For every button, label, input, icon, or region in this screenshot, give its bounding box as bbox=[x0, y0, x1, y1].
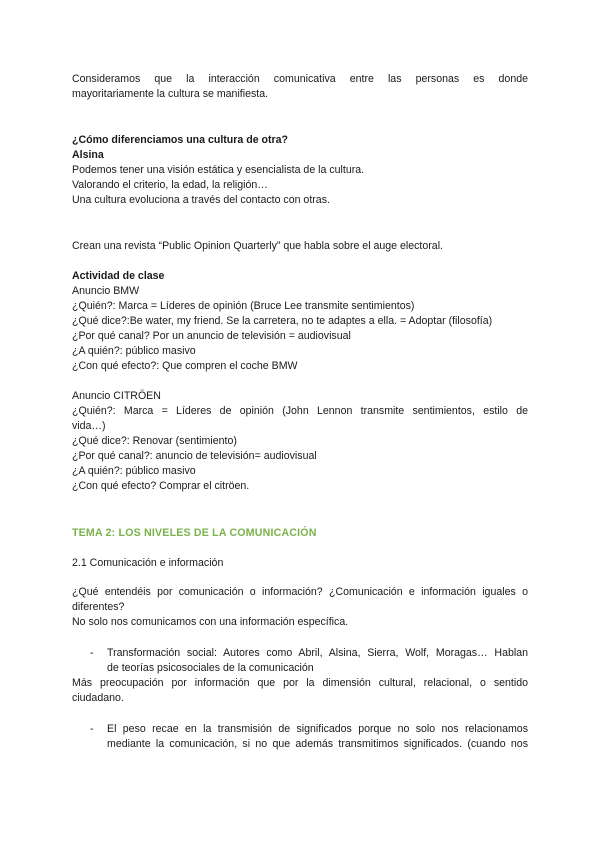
section-line: Podemos tener una visión estática y esencialista de la cultura. bbox=[72, 164, 365, 176]
subsection-title: 2.1 Comunicación e información bbox=[72, 557, 224, 569]
citroen-line: ¿Qué dice?: Renovar (sentimiento) bbox=[72, 435, 237, 447]
activity-heading: Actividad de clase bbox=[72, 270, 165, 282]
bmw-line: ¿Qué dice?:Be water, my friend. Se la carretera, no te adaptes a ella. = Adoptar (filosofía) bbox=[72, 315, 493, 327]
intro-line-2: mayoritariamente la cultura se manifiesta. bbox=[72, 88, 269, 100]
section-line: Valorando el criterio, la edad, la religión… bbox=[72, 179, 268, 191]
bmw-line: Anuncio BMW bbox=[72, 285, 140, 297]
citroen-who-line-1: ¿Quién?: Marca = Líderes de opinión (John Lennon transmite sentimientos, estilo de bbox=[72, 405, 528, 417]
bmw-line: ¿Quién?: Marca = Líderes de opinión (Bruce Lee transmite sentimientos) bbox=[72, 300, 415, 312]
paragraph-line-2: ciudadano. bbox=[72, 692, 124, 704]
paragraph-line-1: Más preocupación por información que por la dimensión cultural, relacional, o sentido bbox=[72, 677, 528, 689]
bmw-line: ¿A quién?: público masivo bbox=[72, 345, 196, 357]
question-line-1: ¿Qué entendéis por comunicación o información? ¿Comunicación e información iguales o bbox=[72, 586, 528, 598]
citroen-title: Anuncio CITRÖEN bbox=[72, 390, 161, 402]
section-line: Una cultura evoluciona a través del contacto con otras. bbox=[72, 194, 330, 206]
bmw-line: ¿Con qué efecto?: Que compren el coche BMW bbox=[72, 360, 298, 372]
question-line-2: diferentes? bbox=[72, 601, 125, 613]
bmw-line: ¿Por qué canal? Por un anuncio de televisión = audiovisual bbox=[72, 330, 351, 342]
bullet-marker: - bbox=[90, 647, 94, 659]
question-line-3: No solo nos comunicamos con una información específica. bbox=[72, 616, 349, 628]
section-heading: ¿Cómo diferenciamos una cultura de otra? bbox=[72, 134, 289, 146]
citroen-line: ¿A quién?: público masivo bbox=[72, 465, 196, 477]
section-author: Alsina bbox=[72, 149, 104, 161]
bullet-marker: - bbox=[90, 723, 94, 735]
tema-title: TEMA 2: LOS NIVELES DE LA COMUNICACIÓN bbox=[72, 527, 317, 539]
citroen-line: ¿Por qué canal?: anuncio de televisión= audiovisual bbox=[72, 450, 317, 462]
citroen-line: ¿Con qué efecto? Comprar el citröen. bbox=[72, 480, 250, 492]
bullet-2-line-2: mediante la comunicación, si no que además transmitimos significados. (cuando nos bbox=[107, 738, 528, 750]
citroen-who-line-2: vida…) bbox=[72, 420, 106, 432]
bullet-1-line-1: Transformación social: Autores como Abril, Alsina, Sierra, Wolf, Moragas… Hablan bbox=[107, 647, 528, 659]
bullet-2-line-1: El peso recae en la transmisión de significados porque no solo nos relacionamos bbox=[107, 723, 528, 735]
bullet-1-line-2: de teorías psicosociales de la comunicación bbox=[107, 662, 314, 674]
magazine-line: Crean una revista “Public Opinion Quarterly” que habla sobre el auge electoral. bbox=[72, 240, 443, 252]
intro-line-1: Consideramos que la interacción comunicativa entre las personas es donde bbox=[72, 73, 528, 85]
